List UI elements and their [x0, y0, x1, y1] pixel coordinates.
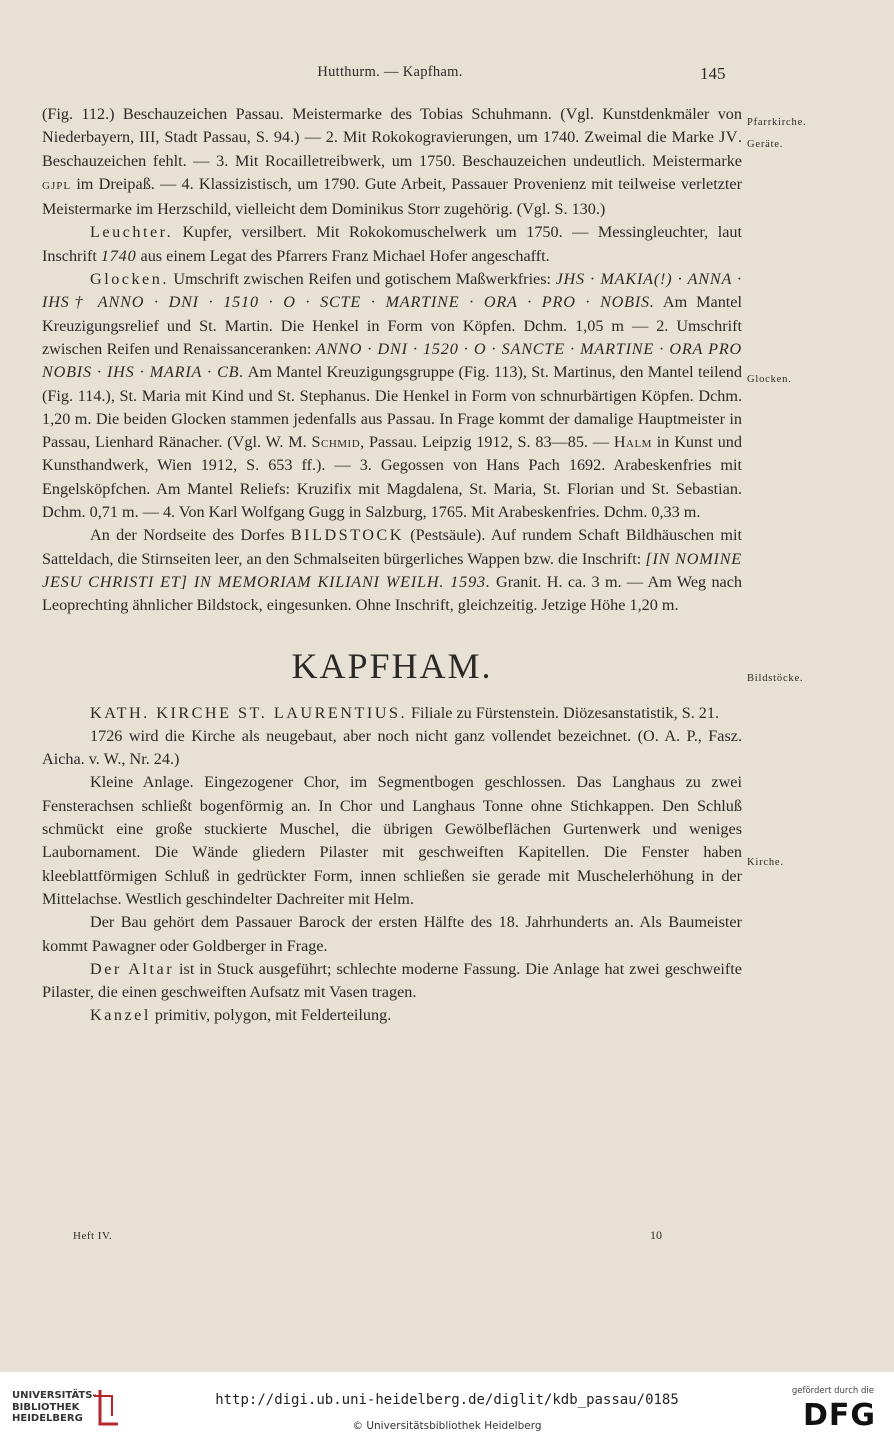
copyright-notice: © Universitätsbibliothek Heidelberg	[352, 1420, 542, 1432]
paragraph-bildstock: An der Nordseite des Dorfes BILDSTOCK (Pestsäule). Auf rundem Schaft Bildhäuschen mit Satteldach, die Stirnseiten leer, an den Schmalseiten bürgerliches Wappen bzw. die Inschrift: [IN NOMINE JESU CHRISTI ET] IN MEMORIAM KILIANI WEILH. 1593. Granit. H. ca. 3 m. — Am Weg nach Leoprechting ähnlicher Bildstock, eingesunken. Ohne Inschrift, gleichzeitig. Jetzige Höhe 1,20 m.	[42, 526, 743, 615]
margin-note-kirche: Kirche.	[747, 857, 784, 868]
paragraph-history: 1726 wird die Kirche als neugebaut, aber noch nicht ganz vollendet bezeichnet. (O. A. P., Fasz. Aicha. v. W., Nr. 24.)	[42, 726, 742, 769]
margin-note-glocken: Glocken.	[747, 374, 792, 385]
running-header	[0, 64, 894, 84]
permalink-url[interactable]: http://digi.ub.uni-heidelberg.de/diglit/kdb_passau/0185	[215, 1392, 679, 1408]
lead-leuchter: Leuchter.	[90, 223, 174, 242]
paragraph-kanzel: Kanzel primitiv, polygon, mit Felderteilung.	[90, 1006, 392, 1025]
paragraph-description: Kleine Anlage. Eingezogener Chor, im Segmentbogen geschlossen. Das Langhaus zu zwei Fensterachsen schließt bogenförmig an. In Chor und Langhaus Tonne ohne Stichkappen. Den Schluß schmückt eine große stuckierte Muschel, die übrigen Gewölbeflächen Gurtenwerk und weniges Laubornament. Die Wände gliedern Pilaster mit geschweiften Kapitellen. Die Fenster haben kleeblattförmigen Schluß in gedrückter Form, innen schließen sie gerade mit Muschelerhöhung in der Mittelachse. Westlich geschindelter Dachreiter mit Helm.	[42, 773, 742, 908]
margin-note-bildstoecke: Bildstöcke.	[747, 673, 804, 684]
dfg-logo: DFG	[802, 1398, 876, 1433]
sheet-number: 10	[650, 1228, 662, 1242]
lead-kanzel: Kanzel	[90, 1006, 151, 1025]
paragraph-leuchter: Leuchter. Kupfer, versilbert. Mit Rokokomuschelwerk um 1750. — Messingleuchter, laut Inschrift 1740 aus einem Legat des Pfarrers Franz Michael Hofer angeschafft.	[42, 223, 742, 265]
running-title: Hutthurm. — Kapfham.	[317, 64, 463, 80]
funding-note: gefördert durch die	[791, 1386, 874, 1396]
digitization-footer	[0, 1372, 894, 1442]
paragraph-barock: Der Bau gehört dem Passauer Barock der ersten Hälfte des 18. Jahrhunderts an. Als Baumeister kommt Pawagner oder Goldberger in Frage.	[42, 913, 742, 955]
lead-kirche: KATH. KIRCHE ST. LAURENTIUS.	[90, 703, 407, 722]
margin-note-geraete: Geräte.	[747, 139, 784, 150]
section-heading: KAPFHAM.	[291, 645, 493, 686]
lead-glocken: Glocken.	[90, 270, 169, 289]
mark-jv: JV	[718, 128, 738, 147]
inscription-2: ANNO · DNI · 1520 · O · SANCTE · MARTINE · ORA PRO NOBIS · IHS · MARIA · CB.	[42, 339, 743, 382]
inscription-bildstock: [IN NOMINE JESU CHRISTI ET] IN MEMORIAM KILIANI WEILH. 1593.	[42, 549, 742, 591]
inscription-1: JHS · MAKIA(!) · ANNA · IHS† ANNO · DNI · 1510 · O · SCTE · MARTINE · ORA · PRO · NOBIS.	[42, 270, 743, 312]
page-number: 145	[700, 64, 726, 83]
margin-note-pfarrkirche: Pfarrkirche.	[747, 117, 807, 128]
lead-bildstock: BILDSTOCK	[290, 526, 404, 545]
library-name: UNIVERSITÄTS- BIBLIOTHEK HEIDELBERG	[12, 1390, 97, 1424]
signature-mark: Heft IV.	[73, 1230, 113, 1242]
body-text	[42, 103, 742, 1028]
mark-gpl: GJPL	[42, 179, 72, 192]
paragraph-glocken: Glocken. Umschrift zwischen Reifen und gotischem Maßwerkfries: JHS · MAKIA(!) · ANNA · IHS† ANNO · DNI · 1510 · O · SCTE · MARTINE · ORA · PRO · NOBIS. Am Mantel Kreuzigungsrelief und St. Martin. Die Henkel in Form von Köpfen. Dchm. 1,05 m — 2. Umschrift zwischen Reifen und Renaissanceranken: ANNO · DNI · 1520 · O · SANCTE · MARTINE · ORA PRO NOBIS · IHS · MARIA · CB. Am Mantel Kreuzigungsgruppe (Fig. 113), St. Martinus, den Mantel teilend (Fig. 114.), St. Maria mit Kind und St. Stephanus. Die Henkel in Form von schnurbärtigen Köpfen. Dchm. 1,20 m. Die beiden Glocken stammen jedenfalls aus Passau. In Frage kommt der damalige Hauptmeister in Passau, Lienhard Ränacher. (Vgl. W. M. Schmid, Passau. Leipzig 1912, S. 83—85. — Halm in Kunst und Kunsthandwerk, Wien 1912, S. 653 ff.). — 3. Gegossen von Hans Pach 1692. Arabeskenfries mit Engelsköpfchen. Am Mantel Reliefs: Kruzifix mit Magdalena, St. Maria, St. Florian und St. Sebastian. Dchm. 0,71 m. — 4. Von Karl Wolfgang Gugg in Salzburg, 1765. Mit Arabeskenfries. Dchm. 0,33 m.	[42, 270, 743, 522]
paragraph-geraete: (Fig. 112.) Beschauzeichen Passau. Meistermarke des Tobias Schuhmann. (Vgl. Kunstdenkmäler von Niederbayern, III, Stadt Passau, S. 94.) — 2. Mit Rokokogravierungen, um 1740. Zweimal die Marke JV. Beschauzeichen fehlt. — 3. Mit Rocailletreibwerk, um 1750. Beschauzeichen undeutlich. Meistermarke GJPL im Dreipaß. — 4. Klassizistisch, um 1790. Gute Arbeit, Passauer Provenienz mit teilweise verletzter Meistermarke im Herzschild, vielleicht dem Dominikus Storr zugehörig. (Vgl. S. 130.)	[42, 105, 742, 219]
paragraph-altar: Der Altar ist in Stuck ausgeführt; schlechte moderne Fassung. Die Anlage hat zwei geschweifte Pilaster, die einen geschweiften Aufsatz mit Vasen tragen.	[42, 959, 742, 1002]
lead-altar: Der Altar	[90, 959, 175, 978]
paragraph-kirche: KATH. KIRCHE ST. LAURENTIUS. Filiale zu Fürstenstein. Diözesanstatistik, S. 21.	[90, 703, 720, 722]
